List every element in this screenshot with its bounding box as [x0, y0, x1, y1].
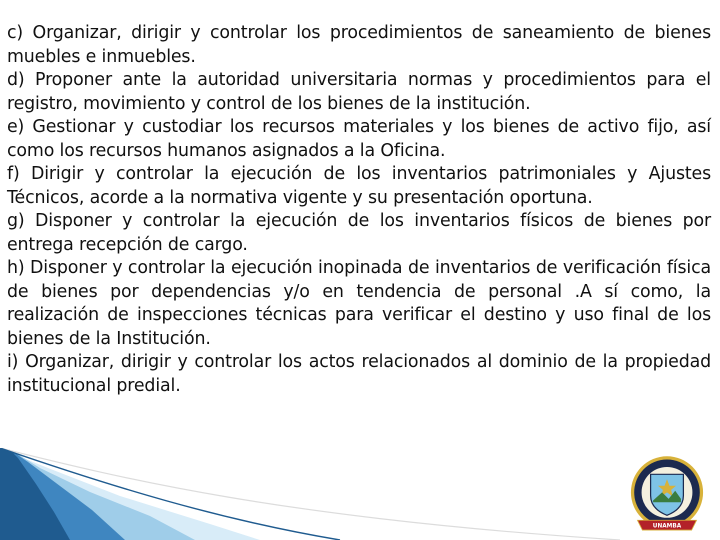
decorative-swoosh: [0, 448, 620, 540]
function-item-h: h) Disponer y controlar la ejecución inopinada de inventarios de verificación física de bienes por dependencias y/o en tendencia de personal .A sí como, la realización de inspecciones técnicas para verificar el destino y uso final de los bienes de la Institución.: [7, 258, 711, 349]
function-item-e: e) Gestionar y custodiar los recursos materiales y los bienes de activo fijo, así como los recursos humanos asignados a la Oficina.: [7, 117, 711, 161]
function-item-g: g) Disponer y controlar la ejecución de los inventarios físicos de bienes por entrega recepción de cargo.: [7, 211, 711, 255]
function-item-d: d) Proponer ante la autoridad universitaria normas y procedimientos para el registro, movimiento y control de los bienes de la institución.: [7, 70, 711, 114]
function-item-f: f) Dirigir y controlar la ejecución de los inventarios patrimoniales y Ajustes Técnicos, acorde a la normativa vigente y su presentación oportuna.: [7, 164, 711, 208]
function-item-i: i) Organizar, dirigir y controlar los actos relacionados al dominio de la propiedad institucional predial.: [7, 352, 711, 396]
university-seal-logo: [626, 453, 708, 535]
seal-banner-text: UNAMBA: [652, 523, 682, 530]
function-item-c: c) Organizar, dirigir y controlar los procedimientos de saneamiento de bienes muebles e inmuebles.: [7, 23, 711, 67]
functions-list: [7, 22, 711, 398]
